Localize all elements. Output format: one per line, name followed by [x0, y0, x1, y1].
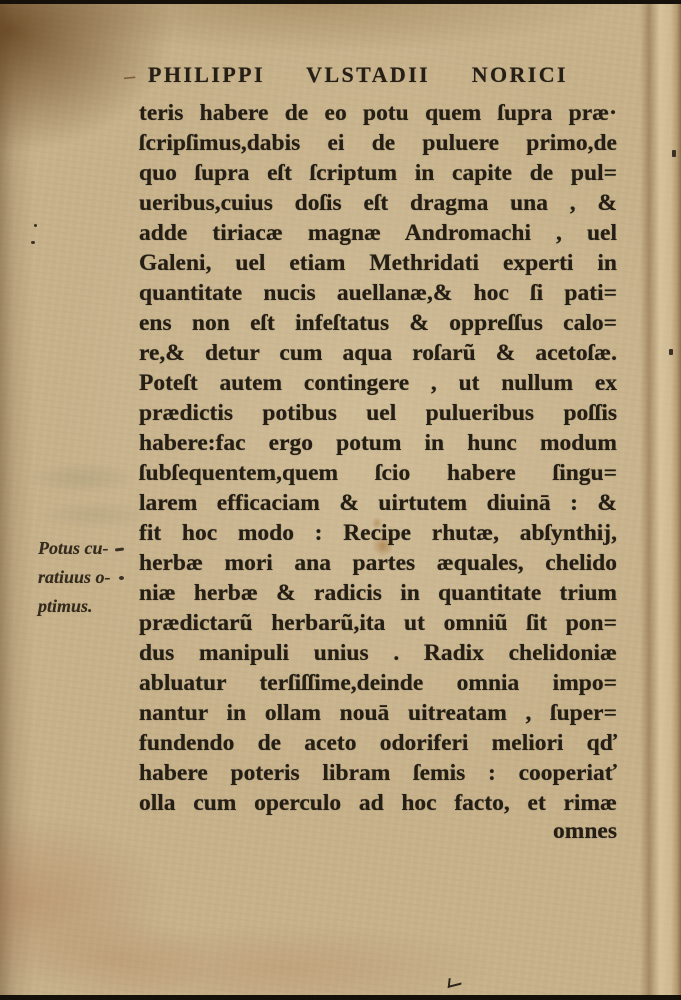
ink-speck — [119, 576, 124, 580]
body-text-line: ſubſequentem,quem ſcio habere ſingu= — [139, 460, 617, 486]
body-text-line: prædictarũ herbarũ,ita ut omniũ ſit pon= — [139, 610, 617, 636]
catchword: omnes — [553, 818, 617, 844]
body-text-line: niæ herbæ & radicis in quantitate trium — [139, 580, 617, 606]
body-text-line: nantur in ollam nouā uitreatam , ſuper= — [139, 700, 617, 726]
body-text-line: abluatur terſiſſime,deinde omnia impo= — [139, 670, 617, 696]
body-text-line: fundendo de aceto odoriferi meliori qď — [139, 730, 617, 756]
ink-speck — [34, 224, 37, 227]
margin-note-line: ptimus. — [38, 596, 93, 616]
body-text-line: ſcripſimus,dabis ei de puluere primo,de — [139, 130, 617, 156]
margin-note-line: Potus cu- — [38, 538, 109, 558]
body-text-line: herbæ mori ana partes æquales, chelido — [139, 550, 617, 576]
body-text-line: ueribus,cuius doſis eſt dragma una , & — [139, 190, 617, 216]
body-text-line: ens non eſt infeſtatus & oppreſſus calo= — [139, 310, 617, 336]
ink-speck — [669, 349, 673, 355]
body-text-line: olla cum operculo ad hoc facto, et rimæ — [139, 790, 617, 816]
body-text-line: prædictis potibus uel pulueribus poſſis — [139, 400, 617, 426]
body-text-line: quo ſupra eſt ſcriptum in capite de pul= — [139, 160, 617, 186]
scan-border-bottom — [0, 995, 681, 1000]
body-text-line: adde tiriacæ magnæ Andromachi , uel — [139, 220, 617, 246]
running-header: PHILIPPI VLSTADII NORICI — [148, 62, 568, 87]
body-text-line: quantitate nucis auellanæ,& hoc ſi pati= — [139, 280, 617, 306]
body-text — [139, 98, 617, 818]
body-text-line: fit hoc modo : Recipe rhutæ, abſynthij, — [139, 520, 617, 546]
body-text-line: Galeni, uel etiam Methridati experti in — [139, 250, 617, 276]
body-text-line: habere poteris libram ſemis : cooperiať — [139, 760, 617, 786]
ink-speck — [672, 150, 676, 157]
ink-dash-mark: – — [122, 62, 137, 89]
body-text-line: habere:fac ergo potum in hunc modum — [139, 430, 617, 456]
margin-note — [38, 534, 140, 621]
pen-mark — [448, 975, 463, 988]
body-text-line: dus manipuli unius . Radix chelidoniæ — [139, 640, 617, 666]
margin-note-line: ratiuus o- — [38, 567, 111, 587]
body-text-line: Poteſt autem contingere , ut nullum ex — [139, 370, 617, 396]
body-text-line: re,& detur cum aqua roſarũ & acetoſæ. — [139, 340, 617, 366]
body-text-line: teris habere de eo potu quem ſupra præ· — [139, 100, 617, 126]
ink-speck — [31, 241, 35, 244]
body-text-line: larem efficaciam & uirtutem diuinā : & — [139, 490, 617, 516]
scan-border-top — [0, 0, 681, 4]
